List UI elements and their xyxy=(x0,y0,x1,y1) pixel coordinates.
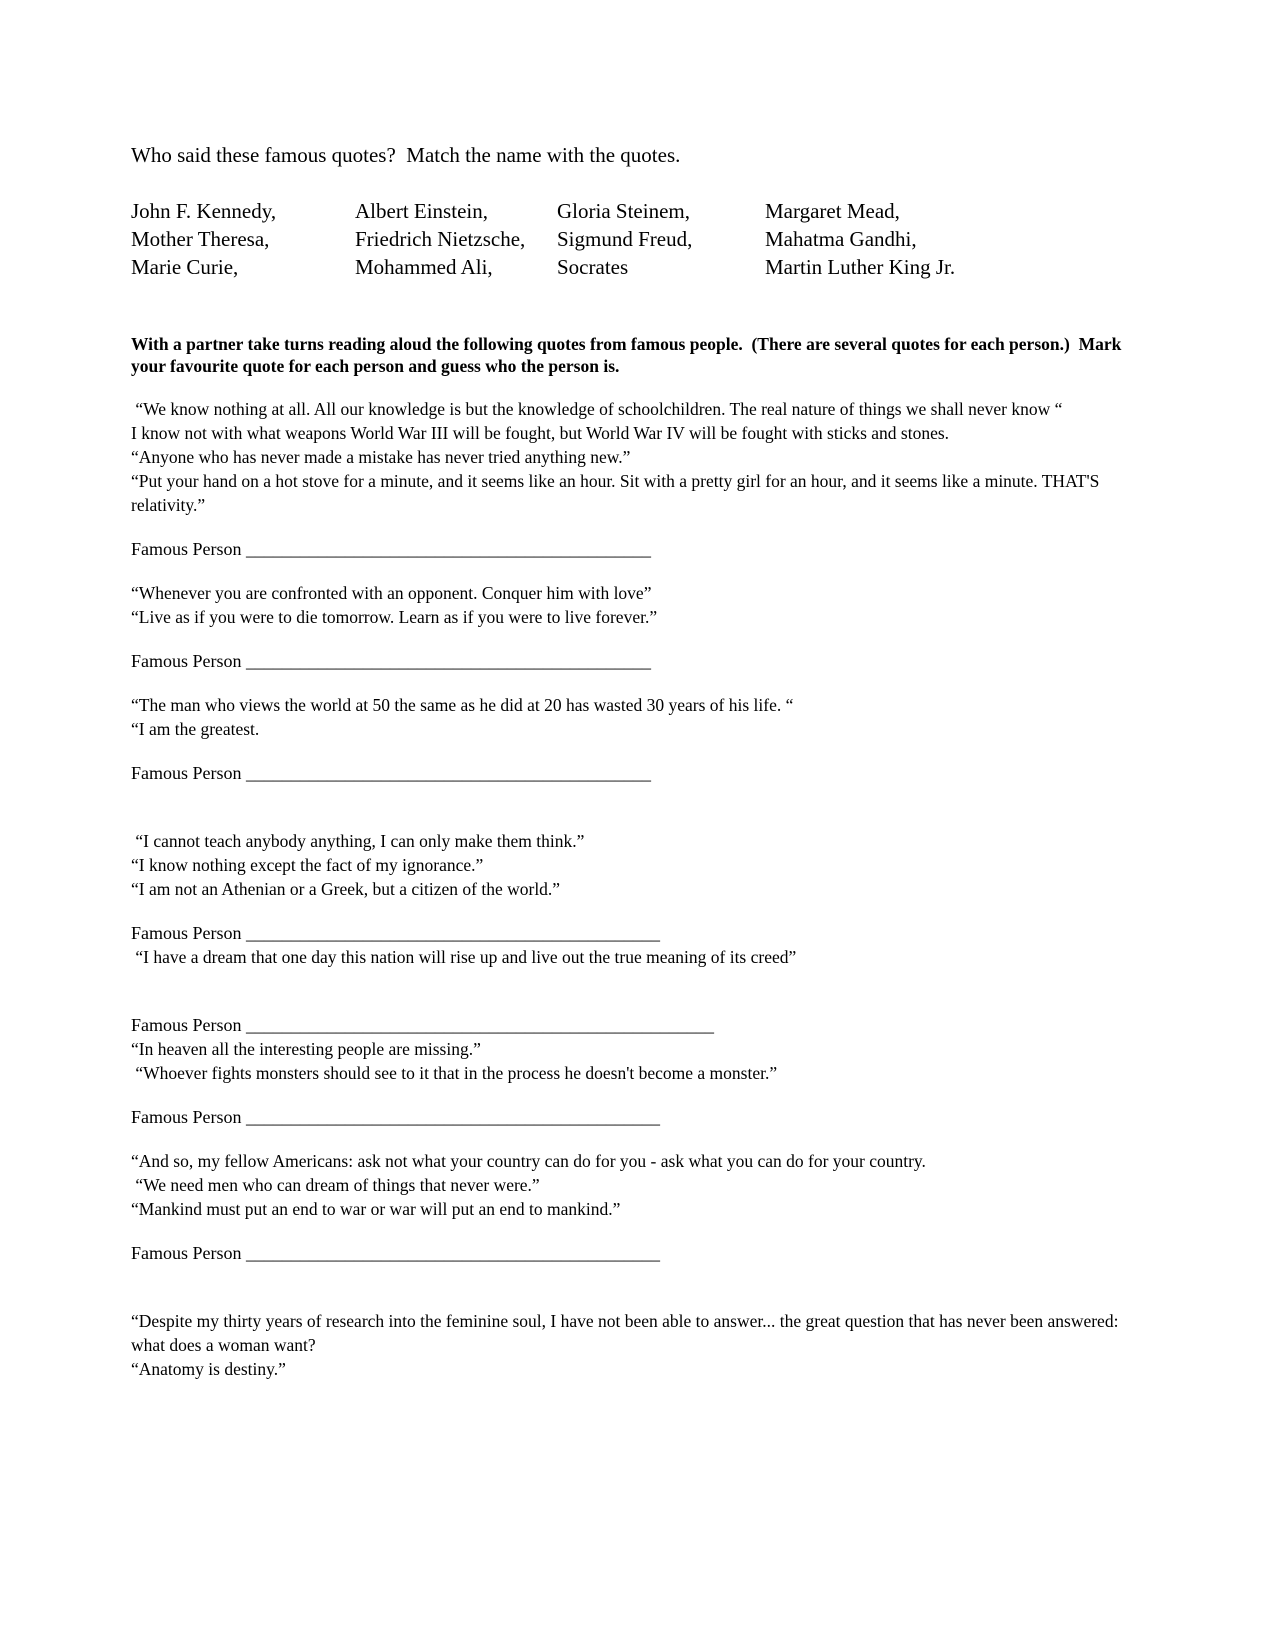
quote-text: “Anatomy is destiny.” xyxy=(131,1359,286,1379)
page-title: Who said these famous quotes? Match the name with the quotes. xyxy=(131,143,681,167)
quote-text: “I am not an Athenian or a Greek, but a citizen of the world.” xyxy=(131,879,561,899)
famous-person-row xyxy=(131,1241,1144,1265)
answer-blank: ______________________________________________ xyxy=(241,1243,661,1263)
quote-text: “I know nothing except the fact of my ignorance.” xyxy=(131,855,484,875)
answer-blank: _____________________________________________ xyxy=(241,763,652,783)
famous-person-label: Famous Person xyxy=(131,1107,242,1127)
quote-text: “We need men who can dream of things that never were.” xyxy=(131,1175,540,1195)
quote-text: “Live as if you were to die tomorrow. Learn as if you were to live forever.” xyxy=(131,607,658,627)
famous-name: Mother Theresa, xyxy=(131,227,270,251)
famous-name: Gloria Steinem, xyxy=(557,199,690,223)
quote-text: “Put your hand on a hot stove for a minute, and it seems like an hour. Sit with a pretty girl for an hour, and it seems like a minute. THAT'S relativity.” xyxy=(131,471,1104,515)
quote-text: “I have a dream that one day this nation will rise up and live out the true meaning of its creed” xyxy=(131,947,797,967)
quote-block xyxy=(131,1149,1144,1221)
famous-person-label: Famous Person xyxy=(131,651,242,671)
famous-person-label: Famous Person xyxy=(131,539,242,559)
answer-blank: ______________________________________________ xyxy=(241,1107,661,1127)
famous-person-label: Famous Person xyxy=(131,923,242,943)
famous-name: Friedrich Nietzsche, xyxy=(355,227,526,251)
quote-block xyxy=(131,829,1144,901)
famous-name: Margaret Mead, xyxy=(765,199,900,223)
quote-blocks xyxy=(131,397,1144,1381)
famous-name: Martin Luther King Jr. xyxy=(765,255,956,279)
quote-block xyxy=(131,1309,1144,1381)
quote-block xyxy=(131,693,1144,741)
names-grid xyxy=(131,197,1144,281)
famous-person-label: Famous Person xyxy=(131,763,242,783)
famous-person-label: Famous Person xyxy=(131,1015,242,1035)
famous-person-row xyxy=(131,537,1144,561)
quote-text: “And so, my fellow Americans: ask not what your country can do for you - ask what you can do for your country. xyxy=(131,1151,926,1171)
quote-text: “Mankind must put an end to war or war will put an end to mankind.” xyxy=(131,1199,621,1219)
famous-name: Socrates xyxy=(557,255,629,279)
quote-text: “In heaven all the interesting people are missing.” xyxy=(131,1039,481,1059)
quote-text: “Whenever you are confronted with an opponent. Conquer him with love” xyxy=(131,583,652,603)
quote-text: “We know nothing at all. All our knowledge is but the knowledge of schoolchildren. The real nature of things we shall never know “ xyxy=(131,399,1063,419)
famous-person-label: Famous Person xyxy=(131,1243,242,1263)
quote-text: “I cannot teach anybody anything, I can only make them think.” xyxy=(131,831,585,851)
quote-text: “I am the greatest. xyxy=(131,719,260,739)
quote-text: “The man who views the world at 50 the same as he did at 20 has wasted 30 years of his life. “ xyxy=(131,695,794,715)
quote-block xyxy=(131,581,1144,629)
famous-person-row xyxy=(131,921,1144,945)
quote-text: “Anyone who has never made a mistake has never tried anything new.” xyxy=(131,447,631,467)
famous-person-row xyxy=(131,1105,1144,1129)
answer-blank: _____________________________________________ xyxy=(241,651,652,671)
famous-name: Albert Einstein, xyxy=(355,199,488,223)
famous-person-row xyxy=(131,1013,1144,1037)
quote-text: “Despite my thirty years of research into the feminine soul, I have not been able to answer... the great question that has never been answered: what does a woman want? xyxy=(131,1311,1123,1355)
quote-text: I know not with what weapons World War III will be fought, but World War IV will be fought with sticks and stones. xyxy=(131,423,950,443)
instructions-text: With a partner take turns reading aloud the following quotes from famous people. (There are several quotes for each person.) Mark your favourite quote for each person and guess who the person is. xyxy=(131,334,1126,376)
famous-name: Mohammed Ali, xyxy=(355,255,493,279)
quote-text: “Whoever fights monsters should see to it that in the process he doesn't become a monster.” xyxy=(131,1063,778,1083)
quote-block xyxy=(131,397,1144,517)
famous-person-row xyxy=(131,761,1144,785)
famous-name: Sigmund Freud, xyxy=(557,227,693,251)
famous-person-row xyxy=(131,649,1144,673)
famous-name: Mahatma Gandhi, xyxy=(765,227,917,251)
famous-name: Marie Curie, xyxy=(131,255,239,279)
answer-blank: _____________________________________________ xyxy=(241,539,652,559)
famous-name: John F. Kennedy, xyxy=(131,199,277,223)
answer-blank: ______________________________________________ xyxy=(241,923,661,943)
quote-block xyxy=(131,1037,1144,1085)
quote-block xyxy=(131,945,1144,969)
answer-blank: ____________________________________________________ xyxy=(241,1015,715,1035)
